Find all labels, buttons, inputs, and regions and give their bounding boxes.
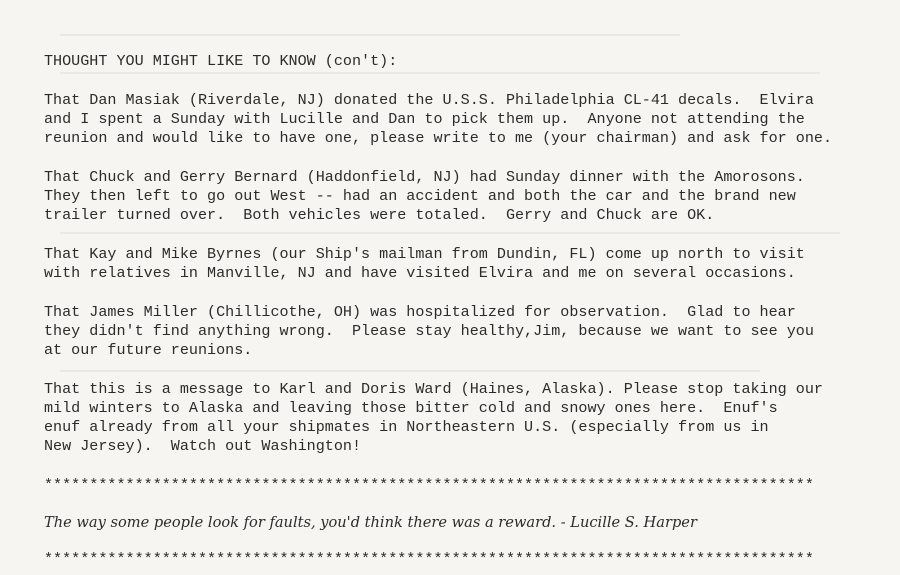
text-line: They then left to go out West -- had an accident and both the car and the brand new bbox=[44, 187, 796, 205]
newsletter-page bbox=[44, 52, 884, 569]
news-item-miller bbox=[44, 303, 884, 360]
text-line: New Jersey). Watch out Washington! bbox=[44, 437, 362, 455]
closing-quote: The way some people look for faults, you'd think there was a reward. - Lucille S. Harper bbox=[44, 514, 697, 531]
section-heading: THOUGHT YOU MIGHT LIKE TO KNOW (con't): bbox=[44, 52, 398, 70]
text-line: That this is a message to Karl and Doris Ward (Haines, Alaska). Please stop taking our bbox=[44, 380, 823, 398]
separator-bottom: ************************************************************************************* bbox=[44, 550, 814, 568]
news-item-bernard bbox=[44, 168, 884, 225]
text-line: enuf already from all your shipmates in Northeastern U.S. (especially from us in bbox=[44, 418, 769, 436]
text-line: mild winters to Alaska and leaving those bitter cold and snowy ones here. Enuf's bbox=[44, 399, 778, 417]
text-line: That Kay and Mike Byrnes (our Ship's mailman from Dundin, FL) come up north to visit bbox=[44, 245, 805, 263]
news-item-ward bbox=[44, 380, 884, 456]
text-line: at our future reunions. bbox=[44, 341, 253, 359]
text-line: with relatives in Manville, NJ and have visited Elvira and me on several occasions. bbox=[44, 264, 796, 282]
text-line: That Dan Masiak (Riverdale, NJ) donated the U.S.S. Philadelphia CL-41 decals. Elvira bbox=[44, 91, 814, 109]
separator-top: ************************************************************************************* bbox=[44, 476, 814, 494]
text-line: trailer turned over. Both vehicles were totaled. Gerry and Chuck are OK. bbox=[44, 206, 715, 224]
text-line: and I spent a Sunday with Lucille and Dan to pick them up. Anyone not attending the bbox=[44, 110, 805, 128]
news-item-byrnes bbox=[44, 245, 884, 283]
bleed-through-mark bbox=[60, 34, 680, 36]
text-line: reunion and would like to have one, please write to me (your chairman) and ask for one. bbox=[44, 129, 833, 147]
text-line: That James Miller (Chillicothe, OH) was hospitalized for observation. Glad to hear bbox=[44, 303, 796, 321]
news-item-decals bbox=[44, 91, 884, 148]
text-line: they didn't find anything wrong. Please stay healthy,Jim, because we want to see you bbox=[44, 322, 814, 340]
text-line: That Chuck and Gerry Bernard (Haddonfield, NJ) had Sunday dinner with the Amorosons. bbox=[44, 168, 805, 186]
